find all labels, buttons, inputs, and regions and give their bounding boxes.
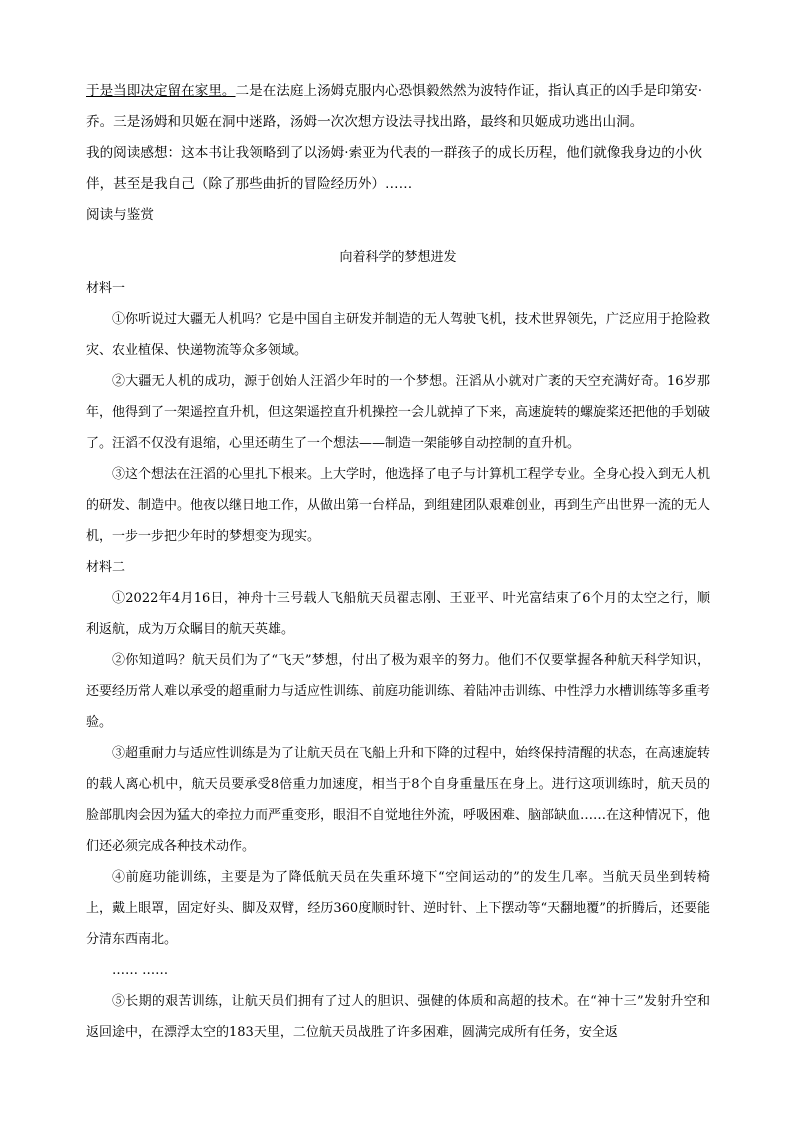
reading-notes-section: [86, 76, 710, 231]
article-title: 向着科学的梦想进发: [339, 250, 457, 265]
material1-paragraph-1: ①你听说过大疆无人机吗？它是中国自主研发并制造的无人驾驶飞机，技术世界领先，广泛应用于抢险救灾、农业植保、快递物流等众多领域。: [86, 312, 711, 358]
section-heading: 阅读与鉴赏: [86, 207, 154, 223]
material2-paragraph-5: ⑤长期的艰苦训练，让航天员们拥有了过人的胆识、强健的体质和高超的技术。在“神十三”发射升空和返回途中，在漂浮太空的183天里，二位航天员战胜了许多困难，圆满完成所有任务，安全返: [86, 994, 710, 1040]
material2-paragraph-2: ②你知道吗？航天员们为了“飞天”梦想，付出了极为艰辛的努力。他们不仅要掌握各种航天科学知识，还要经历常人难以承受的超重耐力与适应性训练、前庭功能训练、着陆冲击训练、中性浮力水槽训练等多重考验。: [86, 653, 711, 730]
material2-paragraph-1: ①2022年4月16日，神舟十三号载人飞船航天员翟志刚、王亚平、叶光富结束了6个月的太空之行，顺利返航，成为万众瞩目的航天英雄。: [86, 591, 710, 637]
reading-feeling-paragraph: 我的阅读感想：这本书让我领略到了以汤姆·索亚为代表的一群孩子的成长历程，他们就像我身边的小伙伴，甚至是我自己（除了那些曲折的冒险经历外）……: [86, 145, 703, 192]
material1-paragraph-3: ③这个想法在汪滔的心里扎下根来。上大学时，他选择了电子与计算机工程学专业。全身心投入到无人机的研发、制造中。他夜以继日地工作，从做出第一台样品，到组建团队艰难创业，再到生产出世界一流的无人机，一步一步把少年时的梦想变为现实。: [86, 467, 711, 544]
material2-paragraph-4: ④前庭功能训练，主要是为了降低航天员在失重环境下“空间运动的”的发生几率。当航天员坐到转椅上，戴上眼罩，固定好头、脚及双臂，经历360度顺时针、逆时针、上下摆动等“天翻地覆”的折腾后，还要能分清东西南北。: [86, 870, 710, 947]
plot-summary-paragraph: [86, 76, 710, 138]
material1-paragraph-2: ②大疆无人机的成功，源于创始人汪滔少年时的一个梦想。汪滔从小就对广袤的天空充满好奇。16岁那年，他得到了一架遥控直升机，但这架遥控直升机操控一会儿就掉了下来，高速旋转的螺旋桨还把他的手划破了。汪滔不仅没有退缩，心里还萌生了一个想法——制造一架能够自动控制的直升机。: [86, 374, 711, 451]
plot-summary-text: 二是在法庭上汤姆克服内心恐惧毅然然为波特作证，指认真正的凶手是印第安·乔。三是汤姆和贝姬在洞中迷路，汤姆一次次想方设法寻找出路，最终和贝姬成功逃出山洞。: [86, 83, 703, 130]
material2-paragraph-3: ③超重耐力与适应性训练是为了让航天员在飞船上升和下降的过程中，始终保持清醒的状态，在高速旋转的载人离心机中，航天员要承受8倍重力加速度，相当于8个自身重量压在身上。进行这项训练时，航天员的脸部肌肉会因为猛大的牵拉力而严重变形，眼泪不自觉地往外流，呼吸困难、脑部缺血……在这种情况下，他们还必须完成各种技术动作。: [86, 746, 711, 854]
material1-label: 材料一: [86, 281, 126, 296]
ellipsis-line: …… ……: [112, 963, 169, 978]
material2-label: 材料二: [86, 560, 126, 575]
underlined-text: 于是当即决定留在家里。: [86, 83, 236, 99]
article-section: [86, 236, 710, 1048]
